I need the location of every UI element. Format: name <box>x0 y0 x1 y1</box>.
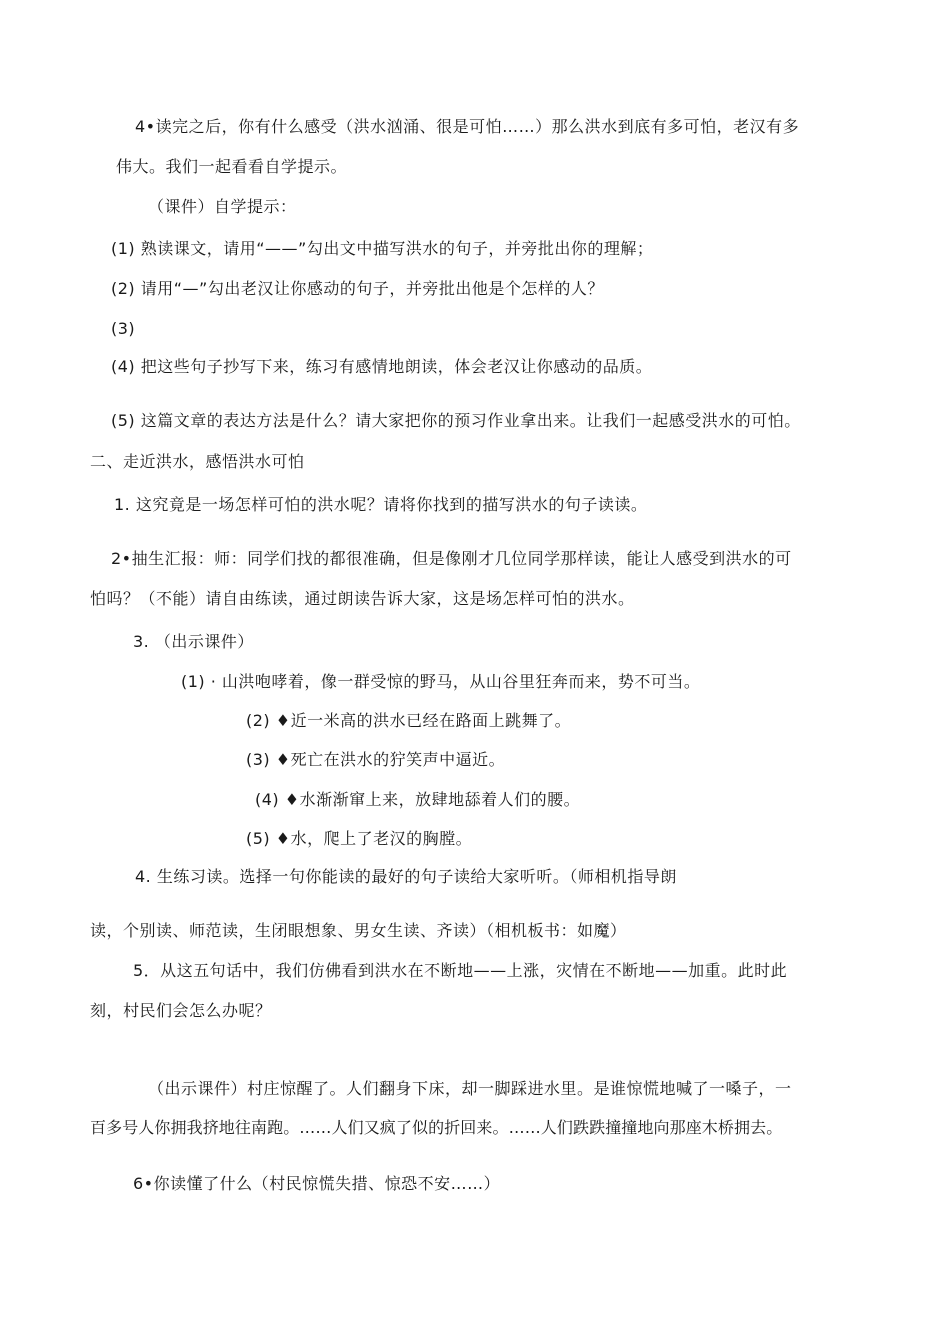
quote-line: (4) ♦水渐渐窜上来，放肆地舔着人们的腰。 <box>255 790 581 809</box>
list-item: (4) 把这些句子抄写下来，练习有感情地朗读，体会老汉让你感动的品质。 <box>111 357 653 376</box>
paragraph-line: 2•抽生汇报：师：同学们找的都很准确，但是像刚才几位同学那样读，能让人感受到洪水的可 <box>111 549 792 568</box>
list-item: (3) <box>111 319 136 338</box>
paragraph-line: 1. 这究竟是一场怎样可怕的洪水呢？请将你找到的描写洪水的句子读读。 <box>114 495 648 514</box>
list-item: (2) 请用“—”勾出老汉让你感动的句子，并旁批出他是个怎样的人？ <box>111 279 604 298</box>
paragraph-line: 4•读完之后，你有什么感受（洪水汹涌、很是可怕……）那么洪水到底有多可怕，老汉有多 <box>135 117 800 136</box>
paragraph-line: 6•你读懂了什么（村民惊慌失措、惊恐不安……） <box>133 1174 501 1193</box>
list-item: (1) 熟读课文，请用“——”勾出文中描写洪水的句子，并旁批出你的理解； <box>111 239 654 258</box>
paragraph-line: 4. 生练习读。选择一句你能读的最好的句子读给大家听听。（师相机指导朗 <box>135 867 677 886</box>
paragraph-line: 伟大。我们一起看看自学提示。 <box>116 157 348 176</box>
list-item: (5) 这篇文章的表达方法是什么？请大家把你的预习作业拿出来。让我们一起感受洪水的可怕。 <box>111 411 801 430</box>
quote-line: (1) · 山洪咆哮着，像一群受惊的野马，从山谷里狂奔而来，势不可当。 <box>181 672 701 691</box>
paragraph-line: （课件）自学提示： <box>148 197 297 216</box>
paragraph-line: 3. （出示课件） <box>133 632 254 651</box>
quote-line: (5) ♦水，爬上了老汉的胸膛。 <box>246 829 473 848</box>
paragraph-line: 刻，村民们会怎么办呢？ <box>90 1001 272 1020</box>
quote-line: (3) ♦死亡在洪水的狞笑声中逼近。 <box>246 750 506 769</box>
paragraph-line: （出示课件）村庄惊醒了。人们翻身下床，却一脚踩进水里。是谁惊慌地喊了一嗓子，一 <box>148 1079 792 1098</box>
section-heading: 二、走近洪水，感悟洪水可怕 <box>90 452 305 471</box>
quote-line: (2) ♦近一米高的洪水已经在路面上跳舞了。 <box>246 711 572 730</box>
paragraph-line: 百多号人你拥我挤地往南跑。……人们又疯了似的折回来。……人们跌跌撞撞地向那座木桥拥去。 <box>90 1118 783 1137</box>
paragraph-line: 怕吗？（不能）请自由练读，通过朗读告诉大家，这是场怎样可怕的洪水。 <box>90 589 635 608</box>
paragraph-line: 5．从这五句话中，我们仿佛看到洪水在不断地——上涨，灾情在不断地——加重。此时此 <box>133 961 788 980</box>
paragraph-line: 读，个别读、师范读，生闭眼想象、男女生读、齐读）（相机板书：如魔） <box>90 921 627 940</box>
